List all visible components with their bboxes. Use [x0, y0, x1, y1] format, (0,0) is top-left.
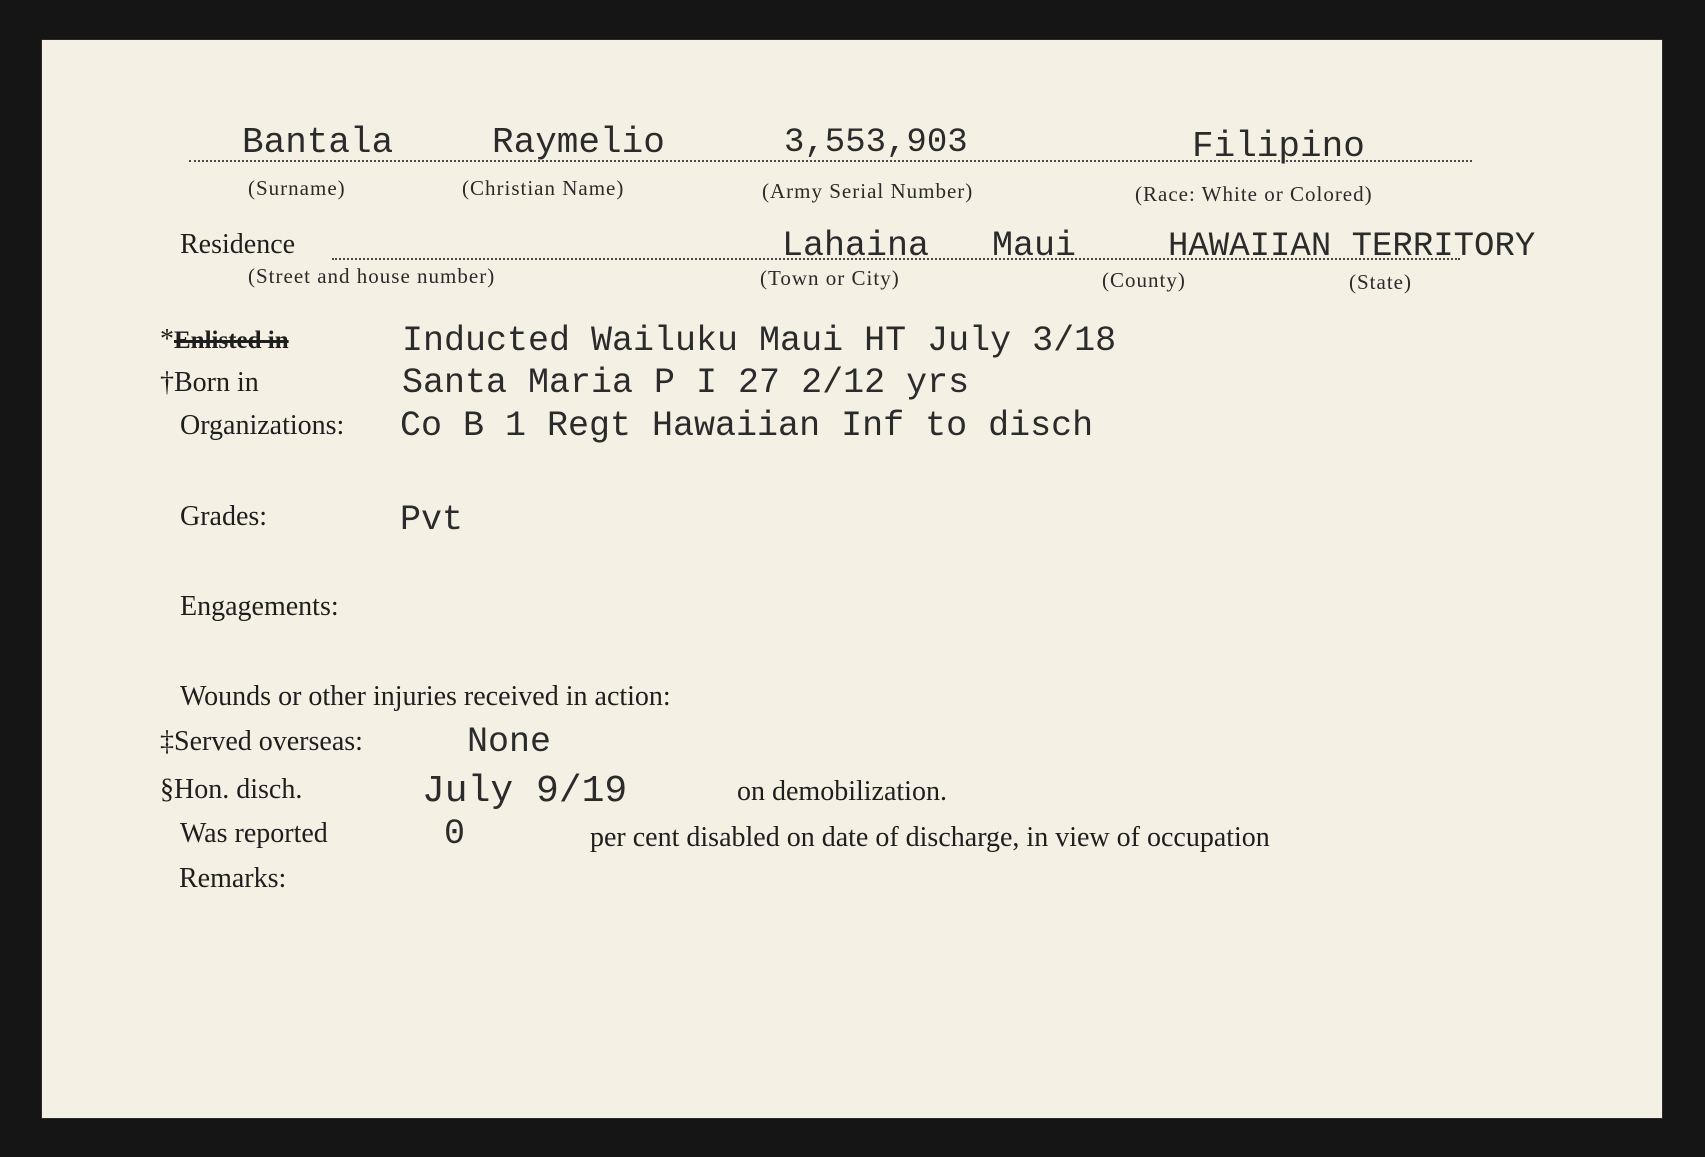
organizations-value: Co B 1 Regt Hawaiian Inf to disch	[400, 406, 1094, 446]
residence-county-value: Maui	[992, 226, 1077, 266]
discharge-suffix: on demobilization.	[737, 776, 947, 807]
surname-caption: (Surname)	[248, 176, 346, 200]
christian-name-caption: (Christian Name)	[462, 176, 625, 200]
discharge-label: §Hon. disch.	[160, 774, 303, 805]
enlisted-value: Inducted Wailuku Maui HT July 3/18	[402, 321, 1117, 361]
discharge-value: July 9/19	[422, 770, 628, 813]
town-caption: (Town or City)	[760, 266, 900, 290]
remarks-label: Remarks:	[179, 863, 287, 894]
reported-label: Was reported	[180, 818, 328, 849]
county-caption: (County)	[1102, 268, 1186, 292]
service-record-card	[42, 40, 1662, 1118]
organizations-label: Organizations:	[180, 410, 345, 441]
grades-value: Pvt	[400, 500, 464, 540]
born-value: Santa Maria P I 27 2/12 yrs	[402, 363, 970, 403]
overseas-label: ‡Served overseas:	[160, 726, 363, 757]
residence-state-value: HAWAIIAN TERRITORY	[1168, 228, 1536, 266]
residence-town-value: Lahaina	[782, 226, 930, 266]
residence-label: Residence	[180, 229, 296, 260]
surname-value: Bantala	[242, 122, 394, 163]
christian-name-value: Raymelio	[492, 122, 665, 163]
state-caption: (State)	[1349, 270, 1412, 294]
race-caption: (Race: White or Colored)	[1135, 182, 1373, 206]
engagements-label: Engagements:	[180, 591, 339, 622]
enlisted-label-text: Enlisted in	[174, 327, 289, 354]
race-value: Filipino	[1192, 126, 1365, 167]
overseas-value: None	[467, 722, 552, 762]
wounds-label: Wounds or other injuries received in action:	[180, 681, 671, 712]
born-label: †Born in	[160, 367, 259, 398]
reported-value: 0	[444, 814, 466, 854]
reported-suffix: per cent disabled on date of discharge, in view of occupation	[590, 822, 1270, 853]
grades-label: Grades:	[180, 501, 268, 532]
enlisted-mark: *	[160, 324, 174, 355]
serial-number-value: 3,553,903	[784, 124, 968, 162]
street-caption: (Street and house number)	[248, 264, 496, 288]
enlisted-label	[160, 324, 289, 356]
serial-number-caption: (Army Serial Number)	[762, 179, 974, 203]
